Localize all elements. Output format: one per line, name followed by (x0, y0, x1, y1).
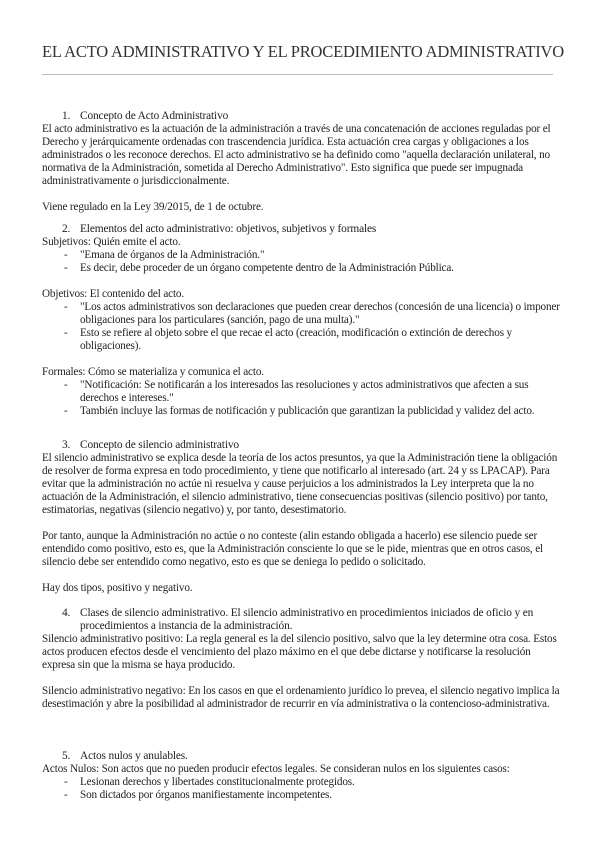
section-number: 3. (62, 439, 71, 451)
paragraph: El silencio administrativo se explica desde la teoría de los actos presuntos, ya que la Administración tiene la obligación de resolver de forma expresa en todo procedimiento, y tiene que notificarlo al interesado (art. 24 y ss LPACAP). Para evitar que la administración no actúe ni resuelva y cause perjuicios a los administrados la Ley interpreta que la no actuación de la Administración, el silencio administrativo, tiene consecuencias positivas (silencio positivo) por tanto, estimatorias, negativas (silencio negativo) y, por tanto, desestimatorio. (42, 452, 558, 516)
dash: - (64, 249, 68, 261)
paragraph: Formales: Cómo se materializa y comunica el acto. (42, 366, 264, 378)
section-3 (42, 439, 562, 595)
section-heading (42, 439, 562, 452)
section-heading (42, 750, 562, 763)
section-1 (42, 110, 562, 214)
dash: - (64, 379, 68, 391)
section-number: 1. (62, 110, 71, 122)
paragraph: Actos Nulos: Son actos que no pueden producir efectos legales. Se consideran nulos en los siguientes casos: (42, 763, 510, 775)
bullet-list (42, 249, 562, 275)
dash: - (64, 327, 68, 339)
dash: - (64, 789, 68, 801)
list-item-text: Es decir, debe proceder de un órgano competente dentro de la Administración Pública. (80, 262, 454, 274)
section-heading-text: Clases de silencio administrativo. El silencio administrativo en procedimientos iniciados de oficio y en procedimientos a instancia de la administración. (80, 607, 534, 632)
section-heading-text: Concepto de Acto Administrativo (80, 110, 229, 122)
paragraph: Hay dos tipos, positivo y negativo. (42, 582, 193, 594)
paragraph: Subjetivos: Quién emite el acto. (42, 236, 181, 248)
list-item-text: Lesionan derechos y libertades constitucionalmente protegidos. (80, 776, 355, 788)
list-item-text: "Los actos administrativos son declaraciones que pueden crear derechos (concesión de una licencia) o imponer obligaciones para los particulares (sanción, pago de una multa)." (80, 301, 560, 326)
list-item-text: "Emana de órganos de la Administración." (80, 249, 265, 261)
section-5 (42, 750, 562, 802)
section-heading (42, 607, 562, 633)
bullet-list (42, 379, 562, 418)
section-heading-text: Elementos del acto administrativo: objetivos, subjetivos y formales (80, 223, 377, 235)
dash: - (64, 262, 68, 274)
list-item-text: También incluye las formas de notificación y publicación que garantizan la publicidad y validez del acto. (80, 405, 535, 417)
paragraph: Objetivos: El contenido del acto. (42, 288, 185, 300)
section-number: 5. (62, 750, 71, 762)
section-heading (42, 223, 562, 236)
title-divider (42, 74, 553, 75)
list-item (42, 262, 562, 275)
paragraph: Viene regulado en la Ley 39/2015, de 1 de octubre. (42, 201, 264, 213)
paragraph: Silencio administrativo positivo: La regla general es la del silencio positivo, salvo que la ley determine otra cosa. Estos actos producen efectos desde el vencimiento del plazo máximo en el que debe dictarse y notificarse la resolución expresa sin que la misma se haya producido. (42, 633, 557, 671)
list-item (42, 327, 562, 353)
section-2 (42, 223, 562, 418)
paragraph: El acto administrativo es la actuación de la administración a través de una concatenación de acciones reguladas por el Derecho y jerárquicamente ordenadas con trascendencia jurídica. Esta actuación crea cargas y obligaciones a los administrados o les reconoce derechos. El acto administrativo se ha definido como "aquella declaración unilateral, no normativa de la Administración, sometida al Derecho Administrativo". Esto significa que puede ser impugnada administrativamente o jurisdiccionalmente. (42, 123, 551, 187)
section-heading (42, 110, 562, 123)
list-item-text: Son dictados por órganos manifiestamente incompetentes. (80, 789, 332, 801)
section-heading-text: Concepto de silencio administrativo (80, 439, 239, 451)
section-4 (42, 607, 562, 711)
bullet-list (42, 776, 562, 802)
bullet-list (42, 301, 562, 353)
dash: - (64, 405, 68, 417)
list-item (42, 789, 562, 802)
list-item-text: Esto se refiere al objeto sobre el que recae el acto (creación, modificación o extinción de derechos y obligaciones). (80, 327, 512, 352)
document-title: EL ACTO ADMINISTRATIVO Y EL PROCEDIMIENTO ADMINISTRATIVO (42, 42, 564, 61)
section-heading-text: Actos nulos y anulables. (80, 750, 188, 762)
paragraph: Por tanto, aunque la Administración no actúe o no conteste (alin estando obligada a hacerlo) ese silencio puede ser entendido como positivo, esto es, que la Administración consciente lo que se le pide, mientras que en otros casos, el silencio debe ser entendido como negativo, esto es que se deniega lo pedido o solicitado. (42, 530, 543, 568)
list-item (42, 405, 562, 418)
list-item (42, 379, 562, 405)
dash: - (64, 776, 68, 788)
section-number: 4. (62, 607, 71, 619)
section-number: 2. (62, 223, 71, 235)
list-item (42, 776, 562, 789)
paragraph: Silencio administrativo negativo: En los casos en que el ordenamiento jurídico lo prevea, el silencio negativo implica la desestimación y abre la posibilidad al administrador de recurrir en vía administrativa o la contencioso-administrativa. (42, 685, 560, 710)
list-item-text: "Notificación: Se notificarán a los interesados las resoluciones y actos administrativos que afecten a sus derechos e intereses." (80, 379, 529, 404)
list-item (42, 301, 562, 327)
list-item (42, 249, 562, 262)
dash: - (64, 301, 68, 313)
